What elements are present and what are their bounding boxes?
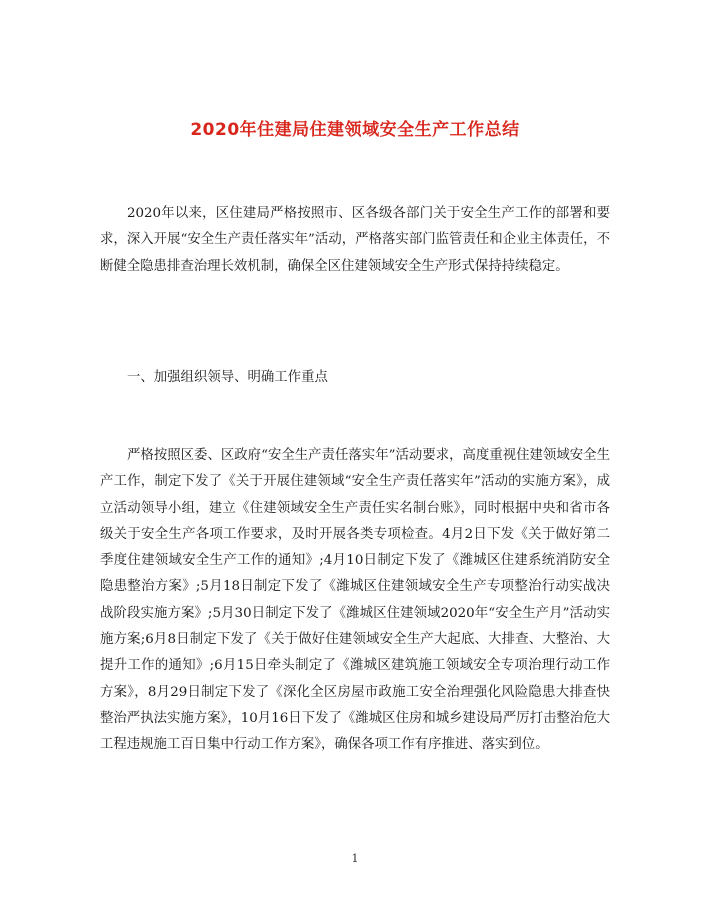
body-paragraph: 严格按照区委、区政府“安全生产责任落实年”活动要求，高度重视住建领域安全生产工作，制定下发了《关于开展住建领域“安全生产责任落实年”活动的实施方案》，成立活动领导小组，建立《住建领域安全生产责任实名制台账》，同时根据中央和省市各级关于安全生产各项工作要求，及时开展各类专项检查。4月2日下发《关于做好第二季度住建领域安全生产工作的通知》;4月10日制定下发了《潍城区住建系统消防安全隐患整治方案》;5月18日制定下发了《潍城区住建领域安全生产专项整治行动实战决战阶段实施方案》;5月30日制定下发了《潍城区住建领域2020年“安全生产月”活动实施方案;6月8日制定下发了《关于做好住建领域安全生产大起底、大排查、大整治、大提升工作的通知》;6月15日牵头制定了《潍城区建筑施工领域安全专项治理行动工作方案》，8月29日制定下发了《深化全区房屋市政施工安全治理强化风险隐患大排查快整治严执法实施方案》，10月16日下发了《潍城区住房和城乡建设局严厉打击整治危大工程违规施工百日集中行动工作方案》，确保各项工作有序推进、落实到位。 — [100, 448, 610, 753]
page-number: 1 — [351, 852, 359, 865]
section-heading: 一、加强组织领导、明确工作重点 — [127, 370, 328, 385]
intro-paragraph: 2020年以来，区住建局严格按照市、区各级各部门关于安全生产工作的部署和要求，深入开展“安全生产责任落实年”活动，严格落实部门监管责任和企业主体责任，不断健全隐患排查治理长效机制，确保全区住建领域安全生产形式保持持续稳定。 — [100, 206, 610, 274]
document-title: 2020年住建局住建领域安全生产工作总结 — [190, 120, 520, 140]
